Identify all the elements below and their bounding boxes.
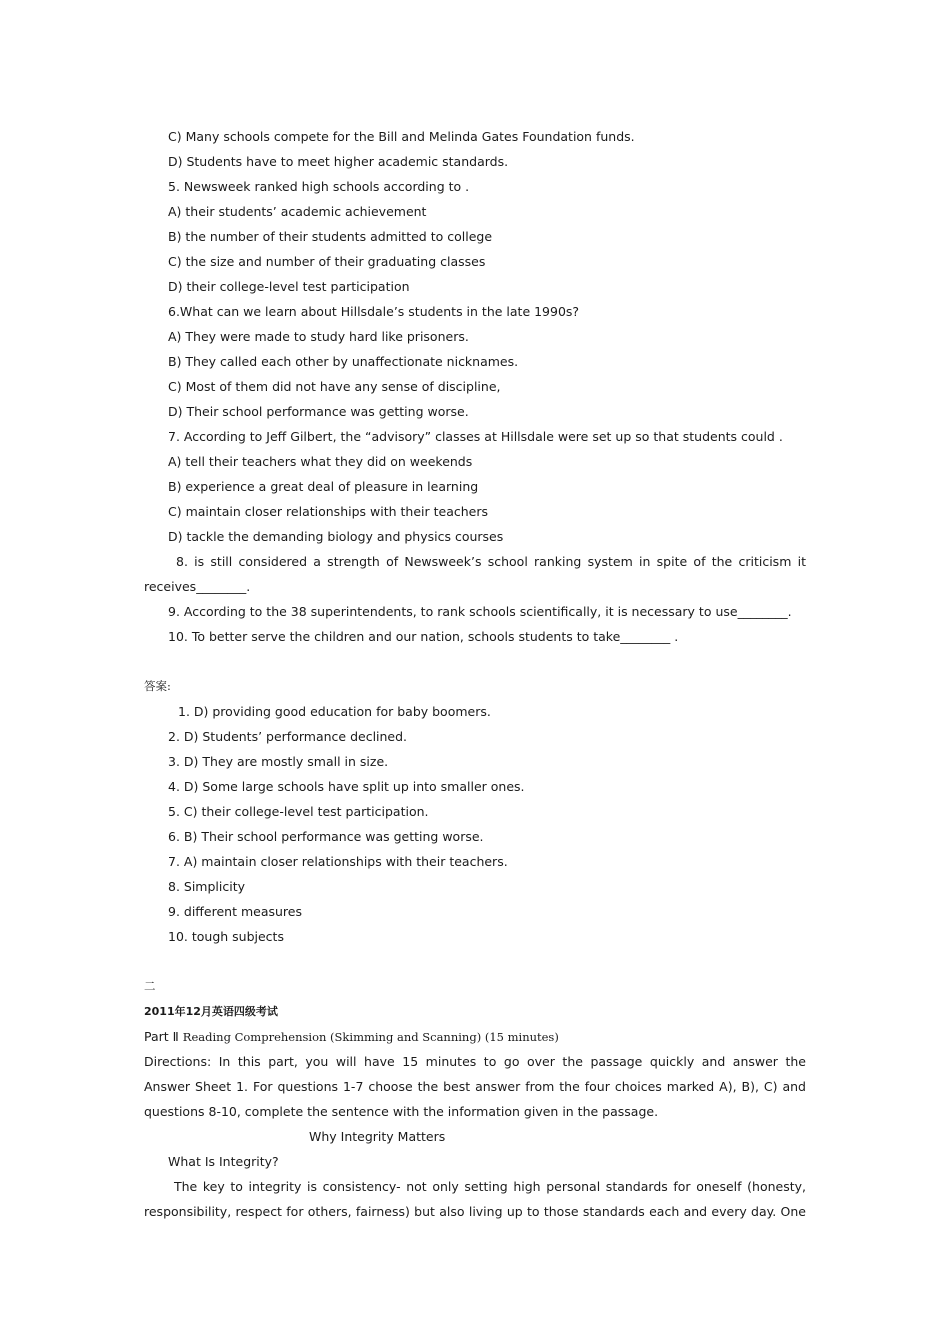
- document-page: [144, 124, 806, 1224]
- question-stem: 5. Newsweek ranked high schools according to .: [168, 179, 470, 194]
- question-option: C) Many schools compete for the Bill and Melinda Gates Foundation funds.: [168, 129, 635, 144]
- part-heading: [144, 1024, 806, 1049]
- question-option: B) experience a great deal of pleasure in learning: [168, 479, 479, 494]
- exam-title: 2011年12月英语四级考试: [144, 1005, 278, 1018]
- question-option: B) the number of their students admitted to college: [168, 229, 493, 244]
- answer-item: 5. C) their college-level test participation.: [168, 804, 429, 819]
- section-number: 二: [144, 979, 156, 993]
- question-option: D) Their school performance was getting worse.: [168, 404, 469, 419]
- question-stem: 8. is still considered a strength of Newsweek’s school ranking system in spite of the criticism it: [176, 554, 806, 569]
- answer-item: 1. D) providing good education for baby boomers.: [178, 704, 491, 719]
- question-stem: 6.What can we learn about Hillsdale’s students in the late 1990s?: [168, 304, 580, 319]
- answer-item: 3. D) They are mostly small in size.: [168, 754, 389, 769]
- directions-text: Directions: In this part, you will have 15 minutes to go over the passage quickly and answer the: [144, 1054, 806, 1069]
- question-option: D) tackle the demanding biology and physics courses: [168, 529, 504, 544]
- passage-subheading: What Is Integrity?: [168, 1154, 279, 1169]
- question-option: C) Most of them did not have any sense of discipline,: [168, 379, 501, 394]
- question-option: D) their college-level test participation: [168, 279, 410, 294]
- question-option: C) the size and number of their graduating classes: [168, 254, 486, 269]
- directions-text: questions 8-10, complete the sentence with the information given in the passage.: [144, 1104, 659, 1119]
- answer-item: 10. tough subjects: [168, 929, 284, 944]
- question-stem: 9. According to the 38 superintendents, to rank schools scientifically, it is necessary to use________.: [168, 604, 792, 619]
- answer-item: 4. D) Some large schools have split up into smaller ones.: [168, 779, 525, 794]
- answer-item: 7. A) maintain closer relationships with their teachers.: [168, 854, 508, 869]
- answer-item: 8. Simplicity: [168, 879, 246, 894]
- spacer: [144, 649, 806, 674]
- question-option: A) tell their teachers what they did on weekends: [168, 454, 473, 469]
- question-stem: 10. To better serve the children and our nation, schools students to take________ .: [168, 629, 679, 644]
- answer-item: 2. D) Students’ performance declined.: [168, 729, 408, 744]
- directions-text: Answer Sheet 1. For questions 1-7 choose the best answer from the four choices marked A), B), C) and: [144, 1079, 806, 1094]
- question-stem: 7. According to Jeff Gilbert, the “advisory” classes at Hillsdale were set up so that students could .: [168, 429, 783, 444]
- answers-label: 答案:: [144, 679, 171, 693]
- passage-title: Why Integrity Matters: [309, 1129, 446, 1144]
- part-title: Reading Comprehension (Skimming and Scanning) (15 minutes): [182, 1030, 559, 1044]
- question-option: D) Students have to meet higher academic standards.: [168, 154, 509, 169]
- question-option: A) their students’ academic achievement: [168, 204, 427, 219]
- spacer: [144, 949, 806, 974]
- question-option: B) They called each other by unaffectionate nicknames.: [168, 354, 519, 369]
- question-stem-continuation: receives________.: [144, 579, 251, 594]
- question-option: A) They were made to study hard like prisoners.: [168, 329, 469, 344]
- passage-paragraph: The key to integrity is consistency- not only setting high personal standards for oneself (honesty,: [174, 1179, 806, 1194]
- part-label: Part Ⅱ: [144, 1029, 179, 1044]
- answer-item: 6. B) Their school performance was getting worse.: [168, 829, 484, 844]
- passage-paragraph: responsibility, respect for others, fairness) but also living up to those standards each and every day. One: [144, 1204, 806, 1219]
- question-option: C) maintain closer relationships with their teachers: [168, 504, 488, 519]
- answer-item: 9. different measures: [168, 904, 302, 919]
